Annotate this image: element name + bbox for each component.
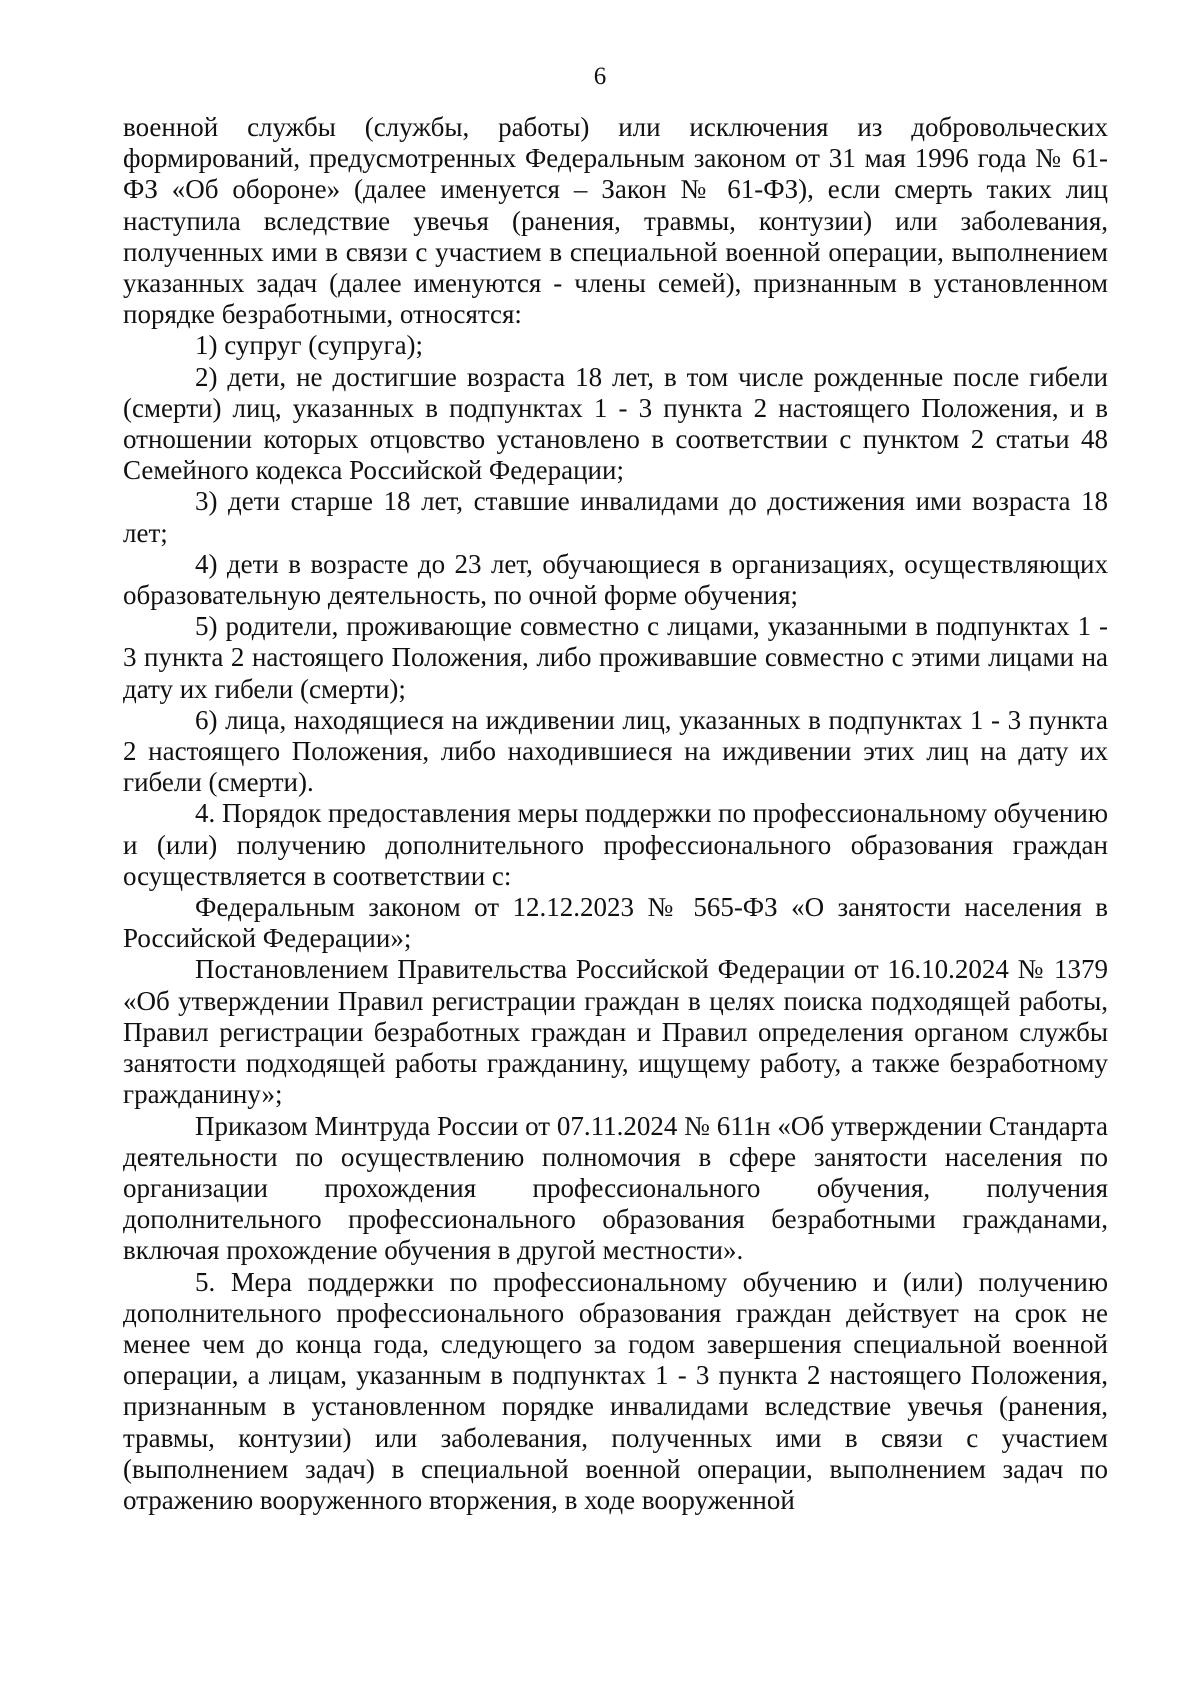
- legal-reference-federal-law: Федеральным законом от 12.12.2023 № 565-ФЗ «О занятости населения в Российской Федерации»;: [123, 892, 1108, 954]
- document-body: [123, 112, 1108, 1516]
- list-item-6: 6) лица, находящиеся на иждивении лиц, указанных в подпунктах 1 - 3 пункта 2 настоящего Положения, либо находившиеся на иждивении этих лиц на дату их гибели (смерти).: [123, 704, 1108, 798]
- section-5-paragraph: 5. Мера поддержки по профессиональному обучению и (или) получению дополнительного профессионального образования граждан действует на срок не менее чем до конца года, следующего за годом завершения специальной военной операции, а лицам, указанным в подпунктах 1 - 3 пункта 2 настоящего Положения, признанным в установленном порядке инвалидами вследствие увечья (ранения, травмы, контузии) или заболевания, полученных ими в связи с участием (выполнением задач) в специальной военной операции, выполнением задач по отражению вооруженного вторжения, в ходе вооруженной: [123, 1266, 1108, 1515]
- page-number: 6: [593, 63, 607, 90]
- paragraph-continuation: военной службы (службы, работы) или исключения из добровольческих формирований, предусмотренных Федеральным законом от 31 мая 1996 года № 61-ФЗ «Об обороне» (далее именуется – Закон № 61-ФЗ), если смерть таких лиц наступила вследствие увечья (ранения, травмы, контузии) или заболевания, полученных ими в связи с участием в специальной военной операции, выполнением указанных задач (далее именуются - члены семей), признанным в установленном порядке безработными, относятся:: [123, 112, 1108, 330]
- section-4-paragraph: 4. Порядок предоставления меры поддержки по профессиональному обучению и (или) получению дополнительного профессионального образования граждан осуществляется в соответствии с:: [123, 798, 1108, 891]
- list-item-2: 2) дети, не достигшие возраста 18 лет, в том числе рожденные после гибели (смерти) лиц, указанных в подпунктах 1 - 3 пункта 2 настоящего Положения, и в отношении которых отцовство установлено в соответствии с пунктом 2 статьи 48 Семейного кодекса Российской Федерации;: [123, 361, 1108, 486]
- list-item-4: 4) дети в возрасте до 23 лет, обучающиеся в организациях, осуществляющих образовательную деятельность, по очной форме обучения;: [123, 548, 1108, 611]
- list-item-1: 1) супруг (супруга);: [195, 330, 424, 361]
- legal-reference-government-resolution: Постановлением Правительства Российской Федерации от 16.10.2024 № 1379 «Об утверждении Правил регистрации граждан в целях поиска подходящей работы, Правил регистрации безработных граждан и Правил определения органом службы занятости подходящей работы гражданину, ищущему работу, а также безработному гражданину»;: [123, 954, 1108, 1110]
- list-item-3: 3) дети старше 18 лет, ставшие инвалидами до достижения ими возраста 18 лет;: [123, 486, 1108, 548]
- legal-reference-ministry-order: Приказом Минтруда России от 07.11.2024 № 611н «Об утверждении Стандарта деятельности по осуществлению полномочия в сфере занятости населения по организации прохождения профессионального обучения, получения дополнительного профессионального образования безработными гражданами, включая прохождение обучения в другой местности».: [123, 1110, 1108, 1266]
- list-item-5: 5) родители, проживающие совместно с лицами, указанными в подпунктах 1 - 3 пункта 2 настоящего Положения, либо проживавшие совместно с этими лицами на дату их гибели (смерти);: [123, 611, 1108, 704]
